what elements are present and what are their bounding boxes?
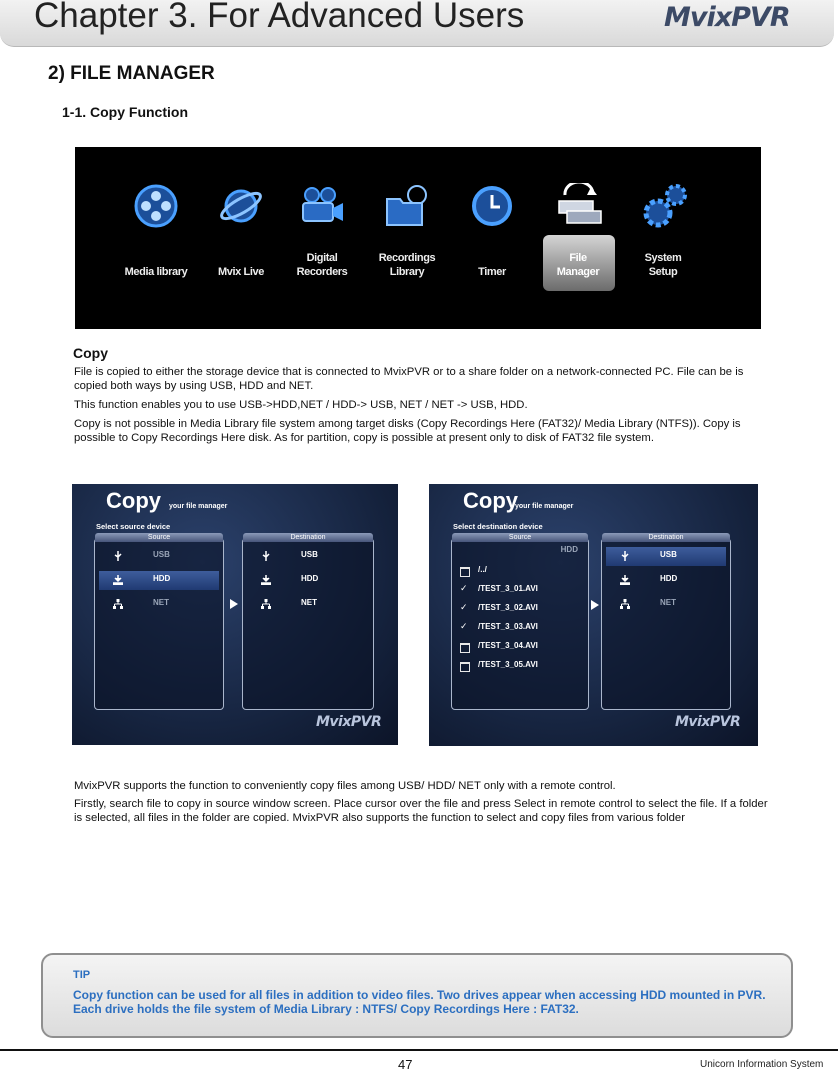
- folder-icon: [384, 183, 430, 229]
- copy-screen-destination: [429, 484, 758, 746]
- subsection-title: 1-1. Copy Function: [62, 104, 188, 120]
- menu-item-recordings-library: Recordings Library: [364, 147, 450, 329]
- screen-instruction: Select destination device: [453, 522, 543, 531]
- menu-item-media-library: Media library: [113, 147, 199, 329]
- copy-heading: Copy: [73, 345, 108, 361]
- camera-icon: [299, 183, 345, 229]
- planet-icon: [218, 183, 264, 229]
- screen-logo: MvixPVR: [675, 714, 741, 730]
- check-icon: ✓: [460, 621, 468, 631]
- source-item-net: NET: [99, 595, 219, 614]
- menu-item-file-manager: File Manager: [535, 147, 621, 329]
- copy-paragraph-2: This function enables you to use USB->HDD,NET / HDD-> USB, NET / NET -> USB, HDD.: [74, 399, 528, 411]
- usb-icon: [620, 551, 630, 561]
- destination-item-hdd: HDD: [606, 571, 726, 590]
- copy-arrow-icon: [591, 600, 599, 610]
- file-icon: [460, 643, 470, 653]
- screen-logo: MvixPVR: [316, 714, 382, 730]
- destination-item-hdd: HDD: [247, 571, 369, 590]
- screen-subtitle: your file manager: [515, 503, 574, 510]
- mvixpvr-logo: MvixPVR: [664, 2, 790, 33]
- tip-text: Copy function can be used for all files in addition to video files. Two drives appear when accessing HDD mounted in PVR. Each drive holds the file system of Media Library : NTFS/ Copy Recordings Here : FAT32.: [73, 988, 766, 1016]
- copy-paragraph-1: File is copied to either the storage device that is connected to MvixPVR or to a share folder on a network-connected PC. File can be is copied both ways by using USB, HDD and NET.: [74, 366, 744, 392]
- screen-title: Copy: [106, 488, 161, 513]
- body-paragraph-1: MvixPVR supports the function to conveniently copy files among USB/ HDD/ NET only with a remote control.: [74, 780, 616, 792]
- source-panel: Source USB HDD NET: [94, 538, 224, 710]
- clock-icon: [469, 183, 515, 229]
- folder-icon: [460, 567, 470, 577]
- destination-item-net: NET: [606, 595, 726, 614]
- gears-icon: [640, 183, 690, 233]
- hdd-icon: [261, 575, 271, 585]
- file-icon: [460, 662, 470, 672]
- source-item-usb: USB: [99, 547, 219, 566]
- hdd-icon: [620, 575, 630, 585]
- footer-rule: [0, 1049, 838, 1051]
- network-icon: [113, 599, 123, 609]
- destination-item-usb: USB: [606, 547, 726, 566]
- usb-icon: [261, 551, 271, 561]
- network-icon: [261, 599, 271, 609]
- hdd-icon: [113, 575, 123, 585]
- screen-instruction: Select source device: [96, 522, 171, 531]
- check-icon: ✓: [460, 602, 468, 612]
- copy-arrow-icon: [230, 599, 238, 609]
- destination-item-net: NET: [247, 595, 369, 614]
- usb-icon: [113, 551, 123, 561]
- copy-screen-source: [72, 484, 398, 745]
- company-name: Unicorn Information System: [700, 1059, 824, 1070]
- menu-item-mvix-live: Mvix Live: [198, 147, 284, 329]
- page-number: 47: [398, 1057, 413, 1072]
- menu-item-timer: Timer: [449, 147, 535, 329]
- source-drive-label: HDD: [560, 545, 578, 554]
- body-paragraph-2: Firstly, search file to copy in source window screen. Place cursor over the file and press Select in remote control to select the file. If a folder is selected, all files in the folder are copied. MvixPVR also supports the function to select and copy files from various folder: [74, 798, 768, 824]
- source-file-panel: Source HDD /../ ✓ /TEST_3_01.AVI ✓ /TEST_3_02.AVI ✓ /TEST_3_03.AVI /TEST_3_04.AVI /TEST_3_05.AVI: [451, 538, 589, 710]
- main-menu-screenshot: [75, 147, 761, 329]
- chapter-title: Chapter 3. For Advanced Users: [34, 0, 525, 35]
- source-item-hdd: HDD: [99, 571, 219, 590]
- screen-title: Copy: [463, 488, 518, 513]
- section-title: 2) FILE MANAGER: [48, 63, 215, 84]
- copy-paragraph-3: Copy is not possible in Media Library file system among target disks (Copy Recordings Here (FAT32)/ Media Library (NTFS)). Copy is possible to Copy Recordings Here disk. As for partition, copy is possible at present only to disk of FAT32 file system.: [74, 418, 741, 444]
- tip-heading: TIP: [73, 969, 91, 981]
- check-icon: ✓: [460, 583, 468, 593]
- screen-subtitle: your file manager: [169, 503, 228, 510]
- destination-panel: Destination USB HDD NET: [242, 538, 374, 710]
- menu-item-digital-recorders: Digital Recorders: [279, 147, 365, 329]
- menu-item-system-setup: System Setup: [620, 147, 706, 329]
- file-manager-icon: [555, 183, 605, 229]
- network-icon: [620, 599, 630, 609]
- destination-item-usb: USB: [247, 547, 369, 566]
- film-reel-icon: [133, 183, 179, 229]
- destination-panel: Destination USB HDD NET: [601, 538, 731, 710]
